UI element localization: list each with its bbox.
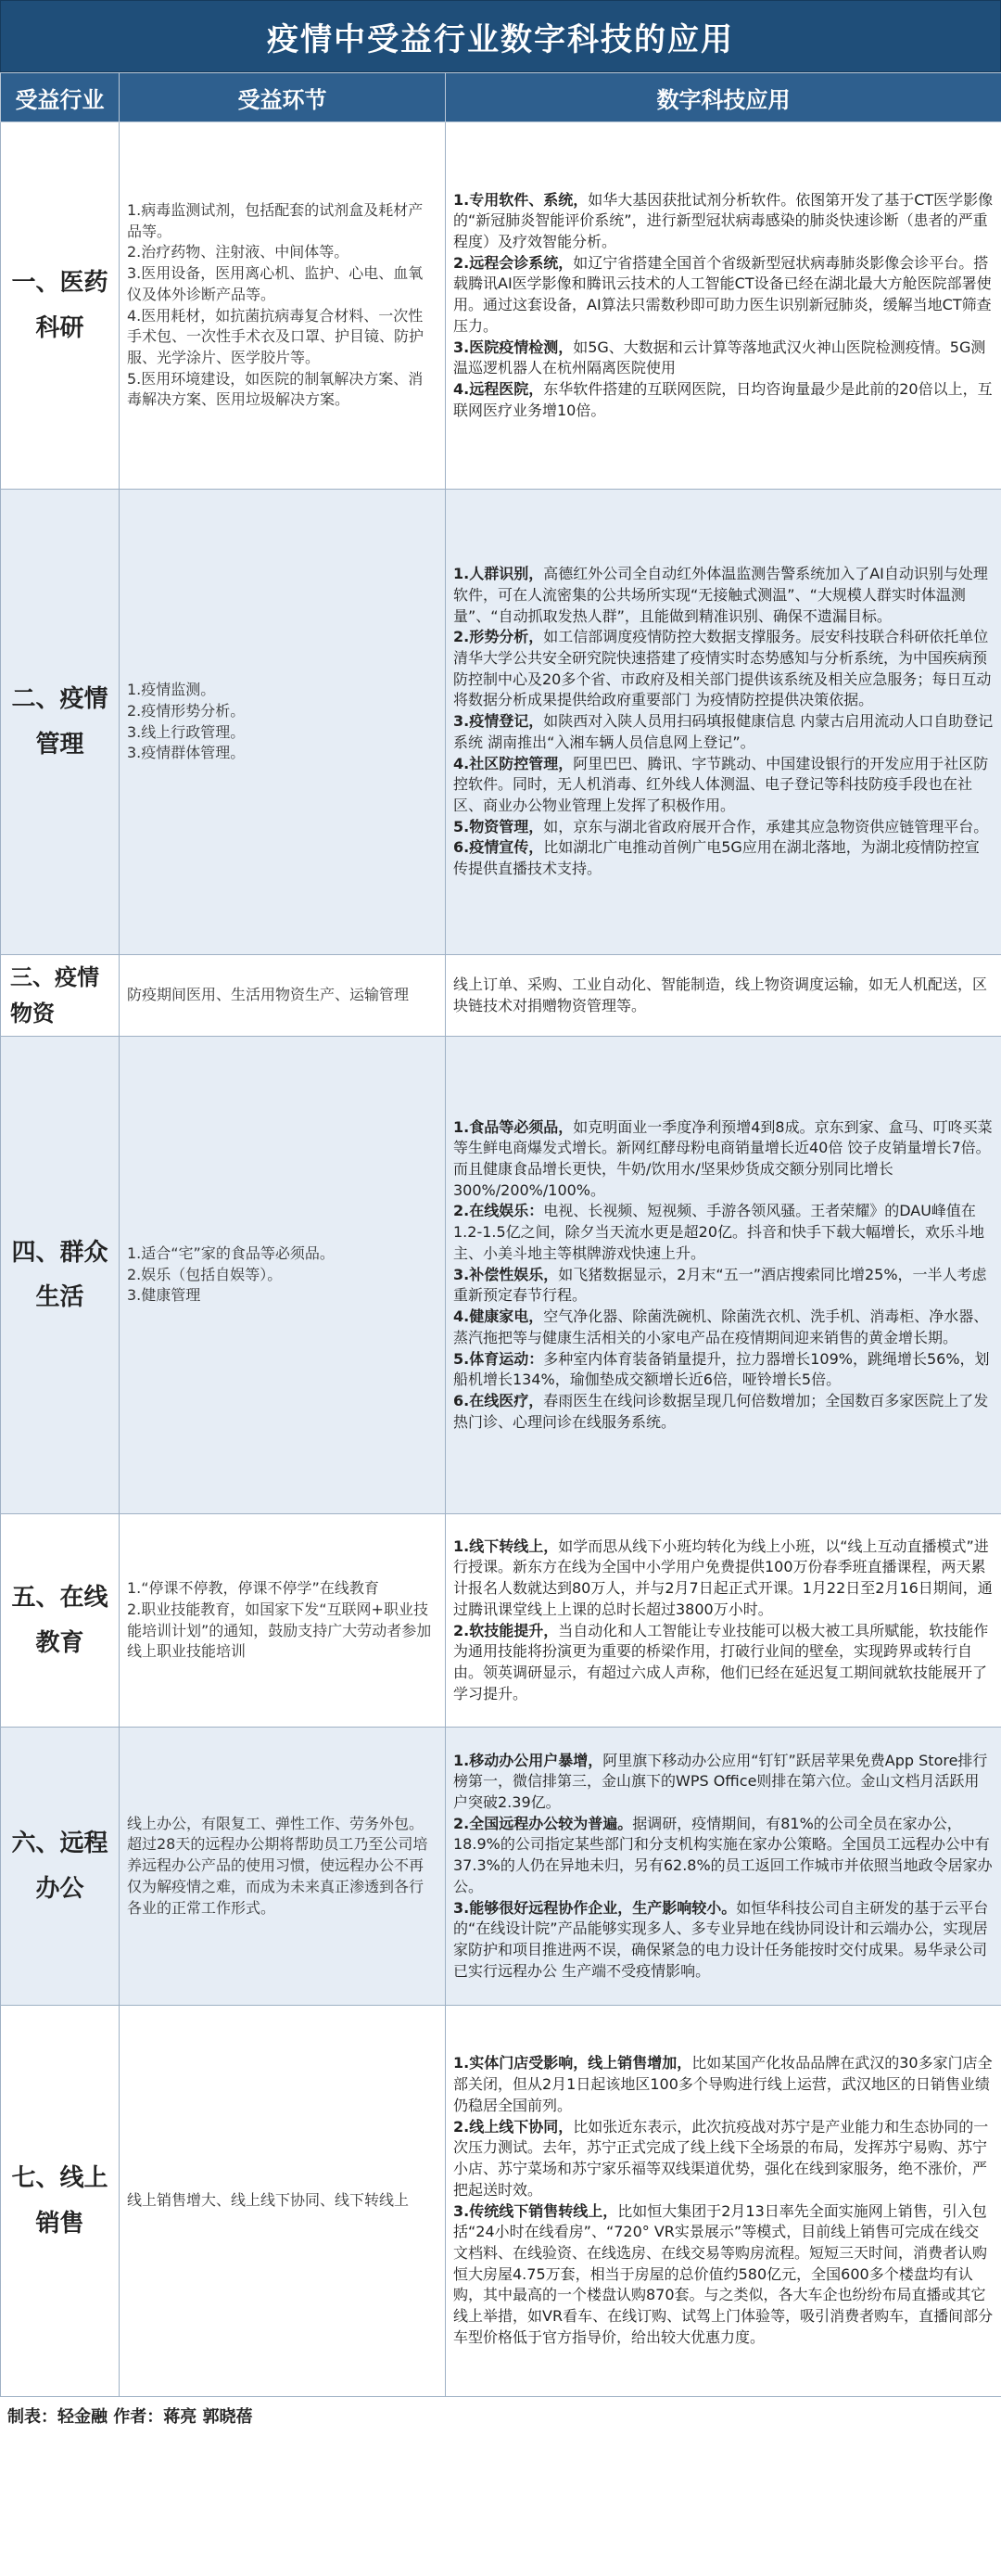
header-app: 数字科技应用 bbox=[446, 73, 1001, 122]
app-item-heading: 1.专用软件、系统， bbox=[453, 190, 589, 209]
table-row bbox=[1, 122, 1001, 490]
link-item: 3.疫情群体管理。 bbox=[127, 744, 246, 762]
industry-cell: 七、线上销售 bbox=[1, 2006, 120, 2397]
link-item: 4.医用耗材，如抗菌抗病毒复合材料、一次性手术包、一次性手术衣及口罩、护目镜、防护服、光学涂片、医学胶片等。 bbox=[127, 306, 424, 366]
app-item-heading: 2.在线娱乐： bbox=[453, 1202, 544, 1220]
app-item-text: 如学而思从线下小班均转化为线上小班，以“线上互动直播模式”进行授课。新东方在线为全国中小学用户免费提供100万份春季班直播课程，两天累计报名人数就达到80万人，并与2月7日起正式开课。1月22日至2月16日期间，通过腾讯课堂线上上课的总时长超过3800万小时。 bbox=[453, 1537, 993, 1618]
link-item: 3.医用设备，医用离心机、监护、心电、血氧仪及体外诊断产品等。 bbox=[127, 264, 424, 303]
app-item bbox=[453, 975, 994, 1016]
app-item bbox=[453, 2117, 994, 2201]
app-item-text: 阿里巴巴、腾讯、字节跳动、中国建设银行的开发应用于社区防控软件。同时，无人机消毒、红外线人体测温、电子登记等科技防疫手段也在社区、商业办公物业管理上发挥了积极作用。 bbox=[453, 754, 989, 815]
table-row bbox=[1, 1728, 1001, 2006]
industry-cell: 五、在线教育 bbox=[1, 1514, 120, 1728]
app-item bbox=[453, 190, 994, 253]
app-item-heading: 1.移动办公用户暴增， bbox=[453, 1751, 603, 1769]
link-item: 2.娱乐（包括自娱等）。 bbox=[127, 1265, 283, 1283]
app-item bbox=[453, 817, 994, 838]
app-item bbox=[453, 253, 994, 338]
app-item-heading: 1.食品等必须品， bbox=[453, 1117, 574, 1136]
app-item bbox=[453, 1621, 994, 1705]
app-item-heading: 3.能够很好远程协作企业，生产影响较小。 bbox=[453, 1898, 737, 1917]
app-item-text: 如恒华科技公司自主研发的基于云平台的“在线设计院”产品能够实现多人、多专业异地在线协同设计和云端办公，实现居家防护和项目推进两不误，确保紧急的电力设计任务能按时交付成果。易华录公司已实行远程办公 生产端不受疫情影响。 bbox=[453, 1898, 989, 1980]
app-cell bbox=[446, 2006, 1001, 2397]
app-item bbox=[453, 2053, 994, 2116]
link-item: 1.疫情监测。 bbox=[127, 681, 216, 699]
table-footer-credit: 制表：轻金融 作者：蒋亮 郭晓蓓 bbox=[7, 2407, 253, 2427]
app-item bbox=[453, 711, 994, 753]
industry-cell: 三、疫情物资 bbox=[1, 955, 120, 1037]
data-table bbox=[0, 72, 1001, 2397]
app-item bbox=[453, 338, 994, 379]
industry-cell: 一、医药科研 bbox=[1, 122, 120, 490]
table-row bbox=[1, 955, 1001, 1037]
app-item-text: 比如张近东表示，此次抗疫战对苏宁是产业能力和生态协同的一次压力测试。去年，苏宁正式完成了线上线下全场景的布局，发挥苏宁易购、苏宁小店、苏宁菜场和苏宁家乐福等双线渠道优势，强化在线到家服务，绝不涨价，严把起送时效。 bbox=[453, 2117, 989, 2199]
app-item bbox=[453, 1391, 994, 1433]
industry-cell: 二、疫情管理 bbox=[1, 490, 120, 955]
app-item-text: 如克明面业一季度净利预增4到8成。京东到家、盒马、叮咚买菜等生鲜电商爆发式增长。新网红酵母粉电商销量增长近40倍 饺子皮销量增长7倍。而且健康食品增长更快，牛奶/饮用水/坚果炒货成交额分别同比增长300%/200%/100%。 bbox=[453, 1117, 993, 1199]
header-link: 受益环节 bbox=[120, 73, 446, 122]
table-row bbox=[1, 2006, 1001, 2397]
app-item bbox=[453, 1814, 994, 1898]
link-cell bbox=[120, 490, 446, 955]
app-cell bbox=[446, 955, 1001, 1037]
app-item-heading: 5.物资管理， bbox=[453, 817, 544, 835]
link-item: 2.疫情形势分析。 bbox=[127, 701, 246, 720]
app-item-heading: 3.补偿性娱乐， bbox=[453, 1265, 559, 1283]
link-item: 2.治疗药物、注射液、中间体等。 bbox=[127, 243, 349, 261]
industry-cell: 四、群众生活 bbox=[1, 1037, 120, 1514]
link-cell bbox=[120, 1514, 446, 1728]
app-item bbox=[453, 1201, 994, 1264]
link-item: 5.医用环境建设，如医院的制氧解决方案、消毒解决方案、医用垃圾解决方案。 bbox=[127, 369, 424, 409]
app-item-heading: 6.疫情宣传， bbox=[453, 838, 544, 857]
app-item bbox=[453, 1307, 994, 1348]
table-row bbox=[1, 1037, 1001, 1514]
app-item-heading: 6.在线医疗， bbox=[453, 1391, 544, 1409]
link-item: 3.线上行政管理。 bbox=[127, 722, 246, 741]
header-industry: 受益行业 bbox=[1, 73, 120, 122]
app-item-text: 如飞猪数据显示，2月末“五一”酒店搜索同比增25%，一半人考虑重新预定春节行程。 bbox=[453, 1265, 987, 1305]
app-item-text: 电视、长视频、短视频、手游各领风骚。王者荣耀》的DAU峰值在1.2-1.5亿之间，除夕当天流水更是超20亿。抖音和快手下载大幅增长，欢乐斗地主、小美斗地主等棋牌游戏快速上升。 bbox=[453, 1202, 985, 1262]
app-cell bbox=[446, 490, 1001, 955]
app-item-text: 如陕西对入陕人员用扫码填报健康信息 内蒙古启用流动人口自助登记系统 湖南推出“入湘车辆人员信息网上登记”。 bbox=[453, 712, 994, 751]
app-item-text: 如工信部调度疫情防控大数据支撑服务。辰安科技联合科研依托单位清华大学公共安全研究院快速搭建了疫情实时态势感知与分析系统，为中国疾病预防控制中心及20多个省、市政府及相关部门提供该系统及相关应急服务；每日互动将数据分析成果提供给政府重要部门 为疫情防控提供决策依据。 bbox=[453, 628, 992, 709]
app-item-text: 当自动化和人工智能让专业技能可以极大被工具所赋能，软技能作为通用技能将扮演更为重要的桥梁作用，打破行业间的壁垒，实现跨界或转行自由。领英调研显示，有超过六成人声称，他们已经在延迟复工期间就软技能展开了学习提升。 bbox=[453, 1621, 989, 1702]
app-item-heading: 2.全国远程办公较为普遍。 bbox=[453, 1814, 633, 1832]
app-item-heading: 4.健康家电， bbox=[453, 1307, 544, 1326]
app-item-text: 多种室内体育装备销量提升，拉力器增长109%，跳绳增长56%，划船机增长134%，瑜伽垫成交额增长近6倍，哑铃增长5倍。 bbox=[453, 1349, 990, 1389]
link-item: 1.病毒监测试剂，包括配套的试剂盒及耗材产品等。 bbox=[127, 200, 424, 240]
table-row bbox=[1, 1514, 1001, 1728]
link-item: 线上办公，有限复工、弹性工作、劳务外包。超过28天的远程办公期将帮助员工乃至公司培养远程办公产品的使用习惯，使远程办公不再仅为解疫情之难，而成为未来真正渗透到各行各业的正常工作形式。 bbox=[127, 1814, 428, 1917]
table-header bbox=[1, 73, 1001, 122]
app-item-heading: 2.软技能提升， bbox=[453, 1621, 559, 1639]
app-item-heading: 3.传统线下销售转线上， bbox=[453, 2201, 618, 2220]
app-item-text: 空气净化器、除菌洗碗机、除菌洗衣机、洗手机、消毒柜、净水器、蒸汽拖把等与健康生活相关的小家电产品在疫情期间迎来销售的黄金增长期。 bbox=[453, 1307, 989, 1346]
app-item bbox=[453, 1537, 994, 1621]
link-item: 防疫期间医用、生活用物资生产、运输管理 bbox=[127, 986, 410, 1004]
app-item bbox=[453, 627, 994, 711]
app-item bbox=[453, 379, 994, 421]
app-item-text: 据调研，疫情期间，有81%的公司全员在家办公，18.9%的公司指定某些部门和分支机构实施在家办公策略。全国员工远程办公中有37.3%的人仍在异地未归，另有62.8%的员工返回工作城市并依照当地政令居家办公。 bbox=[453, 1814, 993, 1895]
link-item: 3.健康管理 bbox=[127, 1286, 201, 1305]
link-cell bbox=[120, 1037, 446, 1514]
app-item-heading: 1.人群识别， bbox=[453, 565, 544, 583]
app-item-text: 春雨医生在线问诊数据呈现几何倍数增加；全国数百多家医院上了发热门诊、心理问诊在线服务系统。 bbox=[453, 1391, 989, 1431]
link-cell bbox=[120, 1728, 446, 2006]
app-item bbox=[453, 2201, 994, 2349]
app-item-text: 如，京东与湖北省政府展开合作，承建其应急物资供应链管理平台。 bbox=[543, 817, 989, 835]
app-cell bbox=[446, 1514, 1001, 1728]
app-item-text: 比如某国产化妆品品牌在武汉的30多家门店全部关闭，但从2月1日起该地区100多个导购进行线上运营，武汉地区的日销售业绩仍稳居全国前列。 bbox=[453, 2054, 993, 2114]
app-item bbox=[453, 1117, 994, 1202]
app-item bbox=[453, 564, 994, 627]
link-item: 1.“停课不停教，停课不停学”在线教育 bbox=[127, 1579, 379, 1598]
app-item-heading: 3.医院疫情检测， bbox=[453, 338, 574, 356]
app-item-heading: 2.形势分析， bbox=[453, 628, 544, 646]
app-item-text: 如辽宁省搭建全国首个省级新型冠状病毒肺炎影像会诊平台。搭载腾讯AI医学影像和腾讯云技术的人工智能CT设备已经在湖北最大方舱医院部署使用。通过这套设备，AI算法只需数秒即可助力医生识别新冠肺炎，缓解当地CT筛查压力。 bbox=[453, 253, 992, 335]
link-item: 2.职业技能教育，如国家下发“互联网+职业技能培训计划”的通知，鼓励支持广大劳动者参加线上职业技能培训 bbox=[127, 1600, 432, 1661]
app-item-text: 比如湖北广电推动首例广电5G应用在湖北落地，为湖北疫情防控宣传提供直播技术支持。 bbox=[453, 838, 980, 878]
app-item-heading: 3.疫情登记， bbox=[453, 712, 544, 731]
app-item-text: 如华大基因获批试剂分析软件。依图第开发了基于CT医学影像的“新冠肺炎智能评价系统”，进行新型冠状病毒感染的肺炎快速诊断（患者的严重程度）及疗效智能分析。 bbox=[453, 190, 994, 250]
app-item-text: 高德红外公司全自动红外体温监测告警系统加入了AI自动识别与处理软件，可在人流密集的公共场所实现“无接触式测温”、“大规模人群实时体温测量”、“自动抓取发热人群”，且能做到精准识别、确保不遗漏目标。 bbox=[453, 565, 988, 625]
app-item bbox=[453, 1349, 994, 1391]
app-cell bbox=[446, 122, 1001, 490]
link-item: 线上销售增大、线上线下协同、线下转线上 bbox=[127, 2191, 410, 2210]
industry-cell: 六、远程办公 bbox=[1, 1728, 120, 2006]
app-cell bbox=[446, 1037, 1001, 1514]
link-cell bbox=[120, 2006, 446, 2397]
app-item-text: 东华软件搭建的互联网医院，日均咨询量最少是此前的20倍以上，互联网医疗业务增10倍。 bbox=[453, 380, 993, 419]
app-item-heading: 5.体育运动： bbox=[453, 1349, 544, 1368]
app-cell bbox=[446, 1728, 1001, 2006]
app-item-heading: 4.远程医院， bbox=[453, 380, 544, 399]
table-row bbox=[1, 490, 1001, 955]
app-item-text: 阿里旗下移动办公应用“钉钉”跃居苹果免费App Store排行榜第一，微信排第三，金山旗下的WPS Office则排在第六位。金山文档月活跃用户突破2.39亿。 bbox=[453, 1751, 988, 1811]
table-body bbox=[1, 122, 1001, 2397]
app-item-heading: 2.远程会诊系统， bbox=[453, 253, 574, 272]
app-item-heading: 4.社区防控管理， bbox=[453, 754, 574, 772]
app-item bbox=[453, 754, 994, 817]
app-item-heading: 1.线下转线上， bbox=[453, 1537, 559, 1555]
link-cell bbox=[120, 955, 446, 1037]
app-item bbox=[453, 837, 994, 879]
page-title: 疫情中受益行业数字科技的应用 bbox=[0, 0, 1001, 72]
app-item-text: 如5G、大数据和云计算等落地武汉火神山医院检测疫情。5G测温巡逻机器人在杭州隔离医院使用 bbox=[453, 338, 986, 377]
app-item-heading: 2.线上线下协同， bbox=[453, 2117, 574, 2136]
app-item bbox=[453, 1265, 994, 1307]
app-item-heading: 1.实体门店受影响，线上销售增加， bbox=[453, 2054, 692, 2072]
app-item bbox=[453, 1898, 994, 1983]
link-item: 1.适合“宅”家的食品等必须品。 bbox=[127, 1243, 335, 1262]
app-item-text: 线上订单、采购、工业自动化、智能制造，线上物资调度运输，如无人机配送，区块链技术对捐赠物资管理等。 bbox=[453, 975, 988, 1014]
link-cell bbox=[120, 122, 446, 490]
app-item bbox=[453, 1751, 994, 1814]
app-item-text: 比如恒大集团于2月13日率先全面实施网上销售，引入包括“24小时在线看房”、“720° VR实景展示”等模式，目前线上销售可完成在线交文档料、在线验资、在线选房、在线交易等购房流程。短短三天时间，消费者认购恒大房屋4.75万套，相当于房屋的总价值约580亿元，全国600多个楼盘均有认购，其中最高的一个楼盘认购870套。与之类似，各大车企也纷纷布局直播或其它线上举措，如VR看车、在线订购、试驾上门体验等，吸引消费者购车，直播间部分车型价格低于官方指导价，给出较大优惠力度。 bbox=[453, 2201, 994, 2346]
